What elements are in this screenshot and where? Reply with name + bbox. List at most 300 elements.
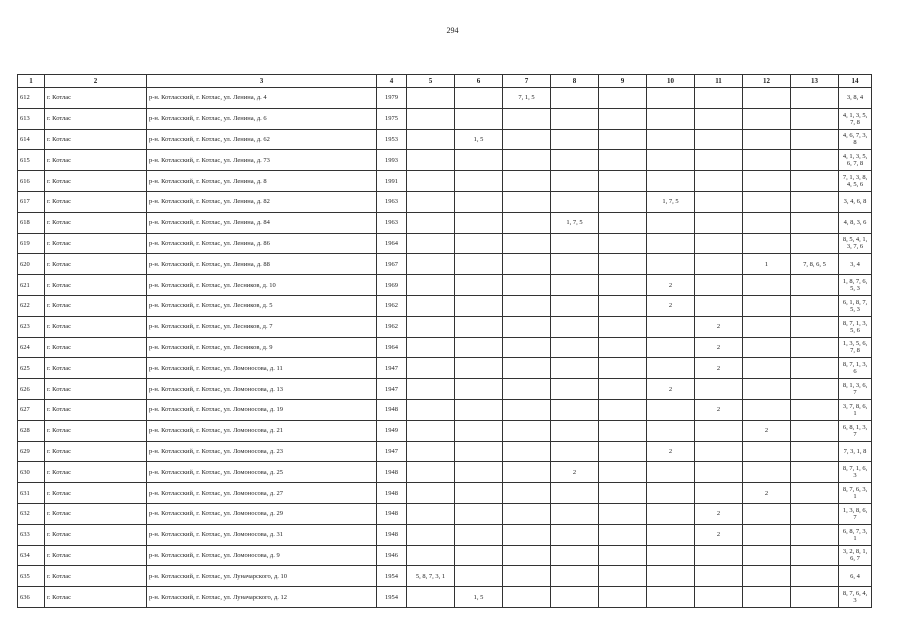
cell-col-8	[551, 358, 599, 379]
cell-col-14: 8, 7, 1, 6, 3	[839, 462, 872, 483]
cell-col-13	[791, 587, 839, 608]
cell-col-11	[695, 108, 743, 129]
cell-col-7	[503, 587, 551, 608]
cell-row-number: 624	[18, 337, 45, 358]
cell-col-6	[455, 295, 503, 316]
cell-col-14: 7, 1, 3, 8, 4, 5, 6	[839, 171, 872, 192]
cell-col-14: 8, 5, 4, 1, 3, 7, 6	[839, 233, 872, 254]
cell-col-6	[455, 316, 503, 337]
cell-col-14: 4, 6, 7, 3, 8	[839, 129, 872, 150]
cell-settlement: г. Котлас	[45, 316, 147, 337]
cell-settlement: г. Котлас	[45, 212, 147, 233]
table-row	[18, 88, 872, 109]
cell-col-5	[407, 441, 455, 462]
table-row	[18, 545, 872, 566]
table-row	[18, 171, 872, 192]
cell-row-number: 618	[18, 212, 45, 233]
cell-col-12	[743, 524, 791, 545]
cell-col-11: 2	[695, 503, 743, 524]
cell-col-9	[599, 275, 647, 296]
table-row	[18, 275, 872, 296]
cell-col-8	[551, 150, 599, 171]
cell-col-8	[551, 295, 599, 316]
cell-col-8	[551, 399, 599, 420]
cell-col-10	[647, 254, 695, 275]
cell-col-6	[455, 275, 503, 296]
cell-settlement: г. Котлас	[45, 483, 147, 504]
cell-col-5	[407, 316, 455, 337]
table-row	[18, 358, 872, 379]
cell-col-13	[791, 108, 839, 129]
cell-col-7	[503, 150, 551, 171]
cell-col-9	[599, 233, 647, 254]
cell-row-number: 633	[18, 524, 45, 545]
cell-col-10	[647, 212, 695, 233]
column-header-1: 1	[18, 75, 45, 88]
cell-col-10: 1, 7, 5	[647, 191, 695, 212]
cell-col-5	[407, 150, 455, 171]
cell-col-9	[599, 420, 647, 441]
cell-col-9	[599, 316, 647, 337]
cell-col-7	[503, 524, 551, 545]
cell-col-14: 4, 1, 3, 5, 6, 7, 8	[839, 150, 872, 171]
cell-col-13	[791, 524, 839, 545]
cell-col-6	[455, 108, 503, 129]
cell-col-8: 2	[551, 462, 599, 483]
cell-col-11	[695, 88, 743, 109]
table-row	[18, 524, 872, 545]
cell-col-11	[695, 129, 743, 150]
cell-col-11	[695, 295, 743, 316]
table-row	[18, 150, 872, 171]
cell-row-number: 620	[18, 254, 45, 275]
cell-col-13	[791, 462, 839, 483]
cell-col-14: 3, 4, 6, 8	[839, 191, 872, 212]
cell-settlement: г. Котлас	[45, 462, 147, 483]
cell-build-year: 1954	[377, 587, 407, 608]
cell-address: р-н. Котласский, г. Котлас, ул. Луначарского, д. 12	[147, 587, 377, 608]
cell-col-14: 8, 7, 1, 3, 5, 6	[839, 316, 872, 337]
cell-col-8	[551, 379, 599, 400]
cell-col-12	[743, 108, 791, 129]
cell-col-9	[599, 150, 647, 171]
column-header-2: 2	[45, 75, 147, 88]
cell-build-year: 1948	[377, 483, 407, 504]
cell-address: р-н. Котласский, г. Котлас, ул. Ленина, д. 4	[147, 88, 377, 109]
cell-col-14: 1, 3, 8, 6, 7	[839, 503, 872, 524]
cell-col-14: 3, 2, 8, 1, 6, 7	[839, 545, 872, 566]
cell-col-7	[503, 379, 551, 400]
cell-address: р-н. Котласский, г. Котлас, ул. Ленина, д. 6	[147, 108, 377, 129]
cell-col-11	[695, 587, 743, 608]
cell-col-13	[791, 295, 839, 316]
cell-address: р-н. Котласский, г. Котлас, ул. Ленина, д. 82	[147, 191, 377, 212]
cell-col-11	[695, 275, 743, 296]
cell-col-11: 2	[695, 358, 743, 379]
cell-build-year: 1947	[377, 379, 407, 400]
table-row	[18, 233, 872, 254]
cell-col-10	[647, 399, 695, 420]
cell-col-10	[647, 524, 695, 545]
cell-address: р-н. Котласский, г. Котлас, ул. Ломоносова, д. 13	[147, 379, 377, 400]
cell-row-number: 632	[18, 503, 45, 524]
cell-col-12	[743, 150, 791, 171]
cell-settlement: г. Котлас	[45, 129, 147, 150]
cell-col-7	[503, 399, 551, 420]
cell-col-8	[551, 171, 599, 192]
cell-build-year: 1969	[377, 275, 407, 296]
cell-address: р-н. Котласский, г. Котлас, ул. Ломоносова, д. 11	[147, 358, 377, 379]
cell-col-9	[599, 524, 647, 545]
cell-col-12	[743, 316, 791, 337]
cell-col-5	[407, 171, 455, 192]
table-row	[18, 503, 872, 524]
cell-col-12	[743, 337, 791, 358]
cell-col-11	[695, 212, 743, 233]
cell-col-5	[407, 420, 455, 441]
cell-col-5: 5, 8, 7, 3, 1	[407, 566, 455, 587]
register-table	[17, 74, 872, 608]
cell-col-13	[791, 441, 839, 462]
cell-build-year: 1948	[377, 503, 407, 524]
table-row	[18, 566, 872, 587]
cell-settlement: г. Котлас	[45, 191, 147, 212]
table-row	[18, 191, 872, 212]
cell-col-12	[743, 171, 791, 192]
cell-col-9	[599, 545, 647, 566]
cell-row-number: 628	[18, 420, 45, 441]
cell-col-13	[791, 566, 839, 587]
cell-settlement: г. Котлас	[45, 171, 147, 192]
cell-row-number: 616	[18, 171, 45, 192]
cell-col-5	[407, 503, 455, 524]
column-header-7: 7	[503, 75, 551, 88]
cell-col-13	[791, 316, 839, 337]
cell-col-13	[791, 191, 839, 212]
cell-build-year: 1964	[377, 337, 407, 358]
cell-address: р-н. Котласский, г. Котлас, ул. Ломоносова, д. 29	[147, 503, 377, 524]
column-header-6: 6	[455, 75, 503, 88]
cell-col-12	[743, 191, 791, 212]
cell-col-12	[743, 212, 791, 233]
cell-col-11	[695, 150, 743, 171]
cell-col-13	[791, 150, 839, 171]
cell-col-9	[599, 503, 647, 524]
cell-col-13	[791, 503, 839, 524]
cell-col-6	[455, 503, 503, 524]
cell-col-9	[599, 191, 647, 212]
cell-row-number: 625	[18, 358, 45, 379]
cell-col-7	[503, 233, 551, 254]
column-header-11: 11	[695, 75, 743, 88]
column-header-3: 3	[147, 75, 377, 88]
cell-col-14: 8, 7, 6, 4, 3	[839, 587, 872, 608]
cell-address: р-н. Котласский, г. Котлас, ул. Ломоносова, д. 19	[147, 399, 377, 420]
cell-col-10	[647, 545, 695, 566]
cell-col-6: 1, 5	[455, 129, 503, 150]
cell-col-11	[695, 379, 743, 400]
cell-col-14: 6, 8, 7, 3, 1	[839, 524, 872, 545]
column-header-13: 13	[791, 75, 839, 88]
cell-col-5	[407, 462, 455, 483]
cell-col-10: 2	[647, 379, 695, 400]
cell-col-8	[551, 337, 599, 358]
cell-col-10	[647, 566, 695, 587]
cell-col-13	[791, 233, 839, 254]
cell-settlement: г. Котлас	[45, 108, 147, 129]
cell-col-12	[743, 88, 791, 109]
cell-col-7	[503, 483, 551, 504]
cell-col-5	[407, 233, 455, 254]
cell-col-7	[503, 566, 551, 587]
cell-col-9	[599, 88, 647, 109]
cell-col-6	[455, 379, 503, 400]
cell-col-9	[599, 129, 647, 150]
cell-col-7	[503, 129, 551, 150]
cell-col-10: 2	[647, 295, 695, 316]
table-row	[18, 212, 872, 233]
cell-col-14: 8, 1, 3, 6, 7	[839, 379, 872, 400]
cell-col-12	[743, 233, 791, 254]
cell-col-6	[455, 441, 503, 462]
cell-col-8	[551, 316, 599, 337]
cell-col-8	[551, 420, 599, 441]
cell-col-11	[695, 441, 743, 462]
cell-col-10	[647, 587, 695, 608]
cell-col-8	[551, 129, 599, 150]
cell-col-10	[647, 150, 695, 171]
cell-col-6: 1, 5	[455, 587, 503, 608]
cell-col-8	[551, 545, 599, 566]
cell-col-7	[503, 358, 551, 379]
table-row	[18, 337, 872, 358]
cell-col-7: 7, 1, 5	[503, 88, 551, 109]
cell-address: р-н. Котласский, г. Котлас, ул. Ломоносова, д. 27	[147, 483, 377, 504]
cell-build-year: 1967	[377, 254, 407, 275]
cell-col-12: 1	[743, 254, 791, 275]
cell-col-9	[599, 379, 647, 400]
cell-col-6	[455, 171, 503, 192]
cell-col-9	[599, 358, 647, 379]
cell-address: р-н. Котласский, г. Котлас, ул. Ломоносова, д. 21	[147, 420, 377, 441]
cell-build-year: 1975	[377, 108, 407, 129]
cell-build-year: 1962	[377, 295, 407, 316]
cell-col-10	[647, 171, 695, 192]
cell-col-11	[695, 191, 743, 212]
cell-col-6	[455, 566, 503, 587]
cell-row-number: 627	[18, 399, 45, 420]
cell-col-5	[407, 108, 455, 129]
cell-col-12: 2	[743, 420, 791, 441]
cell-col-8	[551, 503, 599, 524]
cell-col-10	[647, 503, 695, 524]
cell-settlement: г. Котлас	[45, 545, 147, 566]
cell-address: р-н. Котласский, г. Котлас, ул. Лесников, д. 7	[147, 316, 377, 337]
table-row	[18, 129, 872, 150]
cell-address: р-н. Котласский, г. Котлас, ул. Ленина, д. 73	[147, 150, 377, 171]
cell-col-6	[455, 483, 503, 504]
cell-col-14: 8, 7, 6, 3, 1	[839, 483, 872, 504]
cell-settlement: г. Котлас	[45, 233, 147, 254]
cell-col-13	[791, 379, 839, 400]
cell-settlement: г. Котлас	[45, 295, 147, 316]
cell-address: р-н. Котласский, г. Котлас, ул. Ленина, д. 8	[147, 171, 377, 192]
cell-col-10	[647, 108, 695, 129]
cell-address: р-н. Котласский, г. Котлас, ул. Ленина, д. 86	[147, 233, 377, 254]
column-header-9: 9	[599, 75, 647, 88]
cell-col-8	[551, 233, 599, 254]
cell-col-6	[455, 545, 503, 566]
cell-col-14: 4, 1, 3, 5, 7, 8	[839, 108, 872, 129]
cell-col-8	[551, 254, 599, 275]
cell-address: р-н. Котласский, г. Котлас, ул. Ломоносова, д. 31	[147, 524, 377, 545]
cell-col-8	[551, 483, 599, 504]
cell-col-6	[455, 150, 503, 171]
cell-col-8	[551, 566, 599, 587]
cell-address: р-н. Котласский, г. Котлас, ул. Ленина, д. 62	[147, 129, 377, 150]
cell-col-11	[695, 566, 743, 587]
table-row	[18, 441, 872, 462]
cell-build-year: 1953	[377, 129, 407, 150]
cell-col-12	[743, 566, 791, 587]
cell-col-9	[599, 212, 647, 233]
cell-col-5	[407, 254, 455, 275]
cell-col-14: 7, 3, 1, 8	[839, 441, 872, 462]
cell-col-9	[599, 566, 647, 587]
cell-col-6	[455, 358, 503, 379]
cell-col-8	[551, 88, 599, 109]
cell-col-12	[743, 441, 791, 462]
cell-address: р-н. Котласский, г. Котлас, ул. Лесников, д. 9	[147, 337, 377, 358]
cell-row-number: 635	[18, 566, 45, 587]
cell-col-14: 3, 7, 8, 6, 1	[839, 399, 872, 420]
table-row	[18, 108, 872, 129]
cell-col-11	[695, 171, 743, 192]
cell-col-5	[407, 88, 455, 109]
cell-col-5	[407, 129, 455, 150]
cell-build-year: 1948	[377, 399, 407, 420]
cell-settlement: г. Котлас	[45, 566, 147, 587]
cell-col-14: 6, 1, 8, 7, 5, 3	[839, 295, 872, 316]
cell-col-13	[791, 88, 839, 109]
cell-col-10	[647, 88, 695, 109]
cell-col-6	[455, 233, 503, 254]
cell-address: р-н. Котласский, г. Котлас, ул. Лесников, д. 10	[147, 275, 377, 296]
cell-row-number: 617	[18, 191, 45, 212]
cell-col-10	[647, 233, 695, 254]
table-row	[18, 379, 872, 400]
cell-settlement: г. Котлас	[45, 88, 147, 109]
cell-settlement: г. Котлас	[45, 379, 147, 400]
cell-build-year: 1949	[377, 420, 407, 441]
cell-row-number: 612	[18, 88, 45, 109]
cell-col-14: 1, 3, 5, 6, 7, 8	[839, 337, 872, 358]
table-body	[18, 88, 872, 608]
table-row	[18, 399, 872, 420]
column-header-10: 10	[647, 75, 695, 88]
cell-col-11	[695, 462, 743, 483]
cell-col-6	[455, 88, 503, 109]
cell-col-13	[791, 275, 839, 296]
cell-col-7	[503, 275, 551, 296]
cell-row-number: 614	[18, 129, 45, 150]
cell-col-9	[599, 483, 647, 504]
cell-settlement: г. Котлас	[45, 441, 147, 462]
cell-col-9	[599, 171, 647, 192]
cell-col-10	[647, 483, 695, 504]
cell-col-9	[599, 254, 647, 275]
cell-col-10	[647, 462, 695, 483]
cell-col-10	[647, 337, 695, 358]
cell-col-11: 2	[695, 524, 743, 545]
cell-col-10	[647, 316, 695, 337]
cell-col-5	[407, 587, 455, 608]
cell-col-5	[407, 524, 455, 545]
cell-col-5	[407, 275, 455, 296]
table-row	[18, 316, 872, 337]
table-header-row	[18, 75, 872, 88]
column-header-14: 14	[839, 75, 872, 88]
cell-col-9	[599, 462, 647, 483]
cell-row-number: 634	[18, 545, 45, 566]
cell-col-14: 1, 8, 7, 6, 5, 3	[839, 275, 872, 296]
cell-col-12	[743, 129, 791, 150]
cell-col-8	[551, 108, 599, 129]
cell-row-number: 626	[18, 379, 45, 400]
cell-address: р-н. Котласский, г. Котлас, ул. Лесников, д. 5	[147, 295, 377, 316]
cell-col-12	[743, 503, 791, 524]
page-number: 294	[446, 26, 459, 35]
column-header-5: 5	[407, 75, 455, 88]
cell-col-12	[743, 587, 791, 608]
cell-col-5	[407, 191, 455, 212]
cell-col-9	[599, 441, 647, 462]
cell-col-11	[695, 545, 743, 566]
cell-col-14: 4, 8, 3, 6	[839, 212, 872, 233]
cell-settlement: г. Котлас	[45, 150, 147, 171]
cell-col-13	[791, 420, 839, 441]
cell-col-5	[407, 399, 455, 420]
cell-address: р-н. Котласский, г. Котлас, ул. Ленина, д. 88	[147, 254, 377, 275]
cell-row-number: 622	[18, 295, 45, 316]
cell-col-6	[455, 254, 503, 275]
cell-row-number: 629	[18, 441, 45, 462]
cell-build-year: 1991	[377, 171, 407, 192]
column-header-4: 4	[377, 75, 407, 88]
cell-build-year: 1964	[377, 233, 407, 254]
cell-col-6	[455, 462, 503, 483]
cell-col-8: 1, 7, 5	[551, 212, 599, 233]
cell-col-8	[551, 275, 599, 296]
cell-col-7	[503, 441, 551, 462]
cell-settlement: г. Котлас	[45, 503, 147, 524]
cell-col-13	[791, 212, 839, 233]
cell-col-7	[503, 171, 551, 192]
cell-col-13: 7, 8, 6, 5	[791, 254, 839, 275]
cell-col-12	[743, 379, 791, 400]
cell-col-7	[503, 337, 551, 358]
table-row	[18, 254, 872, 275]
cell-row-number: 613	[18, 108, 45, 129]
cell-col-7	[503, 212, 551, 233]
cell-col-7	[503, 254, 551, 275]
cell-col-10	[647, 420, 695, 441]
cell-address: р-н. Котласский, г. Котлас, ул. Ломоносова, д. 25	[147, 462, 377, 483]
cell-build-year: 1962	[377, 316, 407, 337]
cell-build-year: 1993	[377, 150, 407, 171]
cell-col-11: 2	[695, 399, 743, 420]
table-row	[18, 587, 872, 608]
